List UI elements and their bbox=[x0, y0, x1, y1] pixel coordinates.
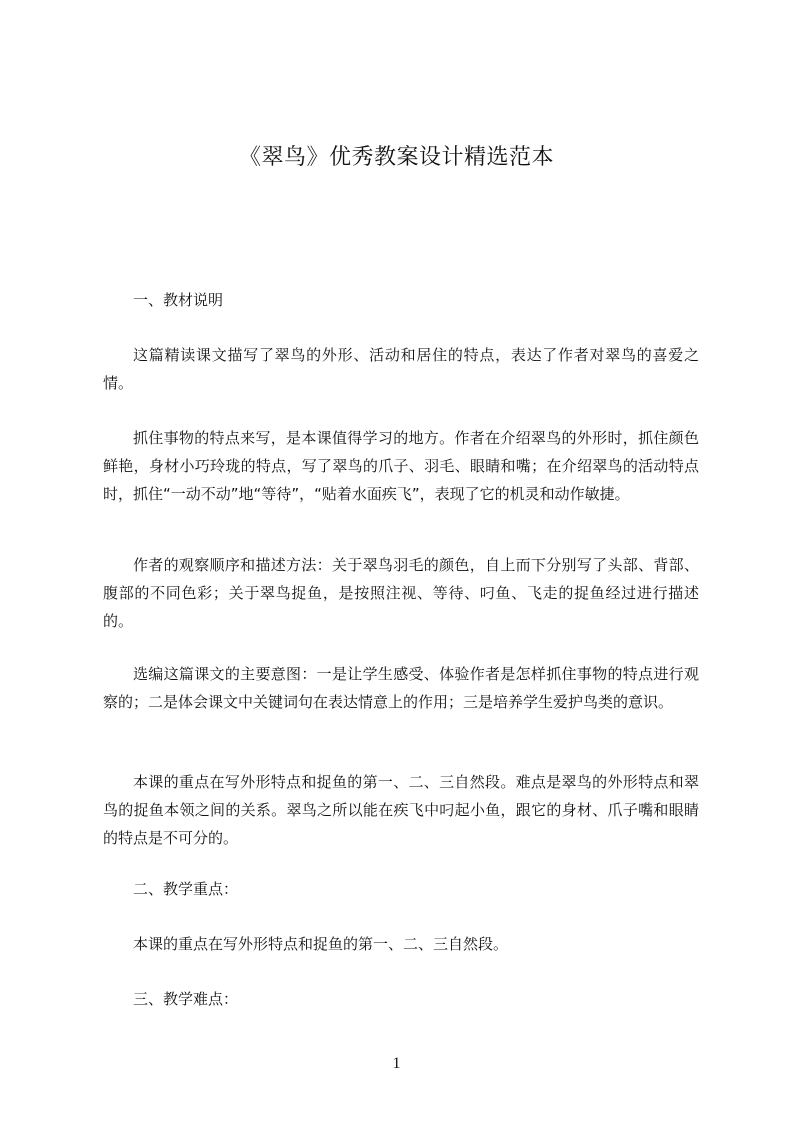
page-number: 1 bbox=[392, 1055, 401, 1072]
paragraph-key-points: 本课的重点在写外形特点和捉鱼的第一、二、三自然段。难点是翠鸟的外形特点和翠鸟的捉鱼本领之间的关系。翠鸟之所以能在疾飞中叼起小鱼，跟它的身材、爪子嘴和眼睛的特点是不可分的。 bbox=[103, 773, 699, 847]
paragraph-teaching-focus: 本课的重点在写外形特点和捉鱼的第一、二、三自然段。 bbox=[133, 935, 509, 953]
section-heading-materials: 一、教材说明 bbox=[133, 291, 224, 309]
paragraph-observation: 作者的观察顺序和描述方法：关于翠鸟羽毛的颜色，自上而下分别写了头部、背部、腹部的不同色彩；关于翠鸟捉鱼，是按照注视、等待、叼鱼、飞走的捉鱼经过进行描述的。 bbox=[103, 556, 699, 630]
section-heading-teaching-focus: 二、教学重点： bbox=[133, 880, 239, 898]
paragraph-features: 抓住事物的特点来写，是本课值得学习的地方。作者在介绍翠鸟的外形时，抓住颜色鲜艳，身材小巧玲珑的特点，写了翠鸟的爪子、羽毛、眼睛和嘴；在介绍翠鸟的活动特点时，抓住“一动不动”地“等待”，“贴着水面疾飞”，表现了它的机灵和动作敏捷。 bbox=[103, 429, 699, 503]
document-title: 《翠鸟》优秀教案设计精选范本 bbox=[238, 145, 554, 170]
paragraph-intro: 这篇精读课文描写了翠鸟的外形、活动和居住的特点，表达了作者对翠鸟的喜爱之情。 bbox=[103, 346, 699, 392]
section-heading-teaching-difficulty: 三、教学难点： bbox=[133, 990, 239, 1008]
paragraph-purpose: 选编这篇课文的主要意图：一是让学生感受、体验作者是怎样抓住事物的特点进行观察的；二是体会课文中关键词句在表达情意上的作用；三是培养学生爱护鸟类的意识。 bbox=[103, 665, 699, 711]
